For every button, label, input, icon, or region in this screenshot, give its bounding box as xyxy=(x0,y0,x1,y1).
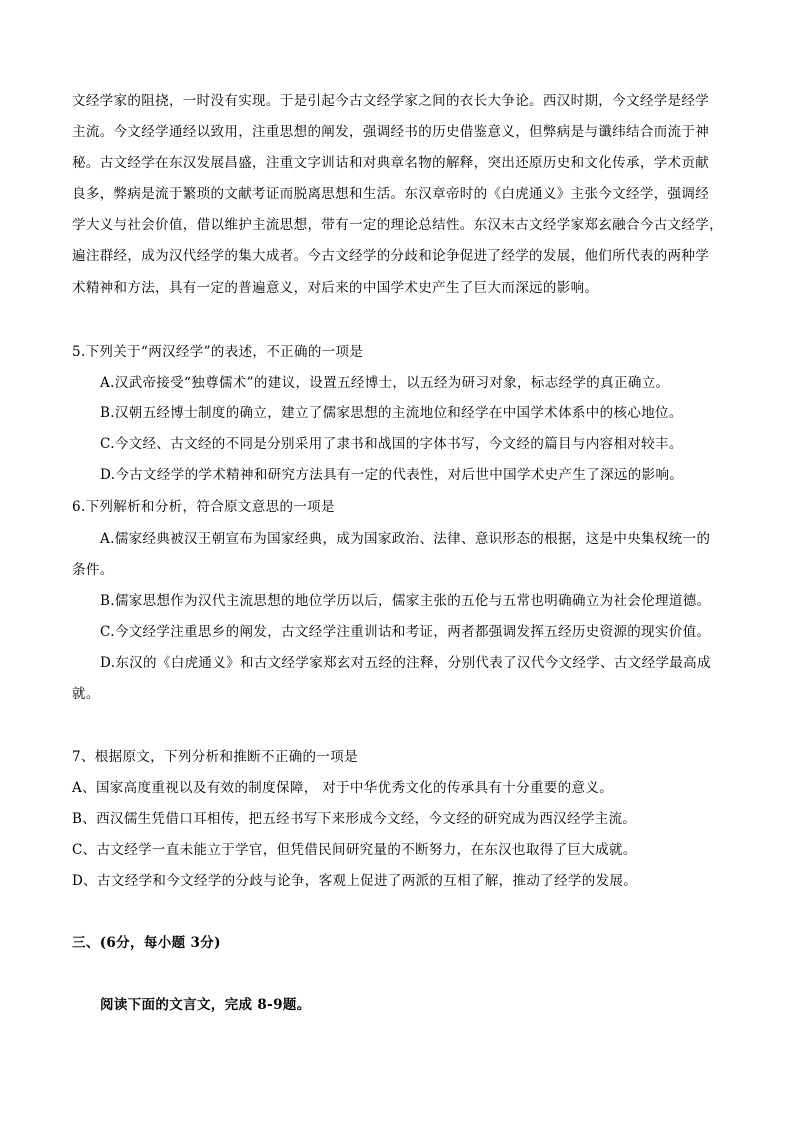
passage-line: 文经学家的阻挠，一时没有实现。于是引起今古文经学家之间的衣长大争论。西汉时期，今文经学是经学 xyxy=(72,93,710,109)
question-6-option-d: D.东汉的《白虎通义》和古文经学家郑玄对五经的注释，分别代表了汉代今文经学、古文经学最高成 xyxy=(100,655,711,671)
question-5-option-d: D.今古文经学的学术精神和研究方法具有一定的代表性，对后世中国学术史产生了深远的影响。 xyxy=(100,467,684,483)
question-5-option-b: B.汉朝五经博士制度的确立，建立了儒家思想的主流地位和经学在中国学术体系中的核心地位。 xyxy=(100,405,683,421)
passage-line: 术精神和方法，具有一定的普遍意义，对后来的中国学术史产生了巨大而深远的影响。 xyxy=(72,280,599,296)
passage-line: 良多，弊病是流于繁琐的文献考证而脱离思想和生活。东汉章帝时的《白虎通义》主张今文经学，强调经 xyxy=(72,186,710,202)
section-3-heading: 三、(6分，每小题 3分) xyxy=(72,935,221,951)
section-3-instruction: 阅读下面的文言文，完成 8-9题。 xyxy=(100,997,311,1013)
passage-line: 秘。古文经学在东汉发展昌盛，注重文字训诂和对典章名物的解释，突出还原历史和文化传承，学术贡献 xyxy=(72,155,710,171)
question-5-option-a: A.汉武帝接受“独尊儒术”的建议，设置五经博士，以五经为研习对象，标志经学的真正确立。 xyxy=(100,375,670,391)
question-6-option-a: A.儒家经典被汉王朝宣布为国家经典，成为国家政治、法律、意识形态的根据，这是中央集权统一的 xyxy=(100,531,711,547)
question-6-option-a-cont: 条件。 xyxy=(72,562,114,578)
question-7-option-c: C、古文经学一直未能立于学官，但凭借民间研究量的不断努力，在东汉也取得了巨大成就。 xyxy=(72,842,637,858)
question-7-option-d: D、古文经学和今文经学的分歧与论争，客观上促进了两派的互相了解，推动了经学的发展。 xyxy=(72,873,638,889)
question-6-option-c: C.今文经学注重思乡的阐发，古文经学注重训诂和考证，两者都强调发挥五经历史资源的现实价值。 xyxy=(100,624,711,640)
passage-line: 主流。今文经学通经以致用，注重思想的阐发，强调经书的历史借鉴意义，但弊病是与谶纬结合而流于神 xyxy=(72,124,710,140)
passage-line: 遍注群经，成为汉代经学的集大成者。今古文经学的分歧和论争促进了经学的发展，他们所代表的两种学 xyxy=(72,248,710,264)
question-5-option-c: C.今文经、古文经的不同是分别采用了隶书和战国的字体书写，今文经的篇目与内容相对较丰。 xyxy=(100,436,683,452)
question-7-option-a: A、国家高度重视以及有效的制度保障， 对于中华优秀文化的传承具有十分重要的意义。 xyxy=(72,780,614,796)
question-6-option-d-cont: 就。 xyxy=(72,686,100,702)
question-6-option-b: B.儒家思想作为汉代主流思想的地位学历以后，儒家主张的五伦与五常也明确确立为社会伦理道德。 xyxy=(100,593,711,609)
passage-line: 学大义与社会价值，借以维护主流思想，带有一定的理论总结性。东汉末古文经学家郑玄融合今古文经学， xyxy=(72,217,723,233)
question-7-stem: 7、根据原文，下列分析和推断不正确的一项是 xyxy=(72,749,358,765)
question-6-stem: 6.下列解析和分析，符合原文意思的一项是 xyxy=(72,499,335,515)
question-5-stem: 5.下列关于“两汉经学”的表述，不正确的一项是 xyxy=(72,344,364,360)
question-7-option-b: B、西汉儒生凭借口耳相传，把五经书写下来形成今文经，今文经的研究成为西汉经学主流。 xyxy=(72,811,637,827)
